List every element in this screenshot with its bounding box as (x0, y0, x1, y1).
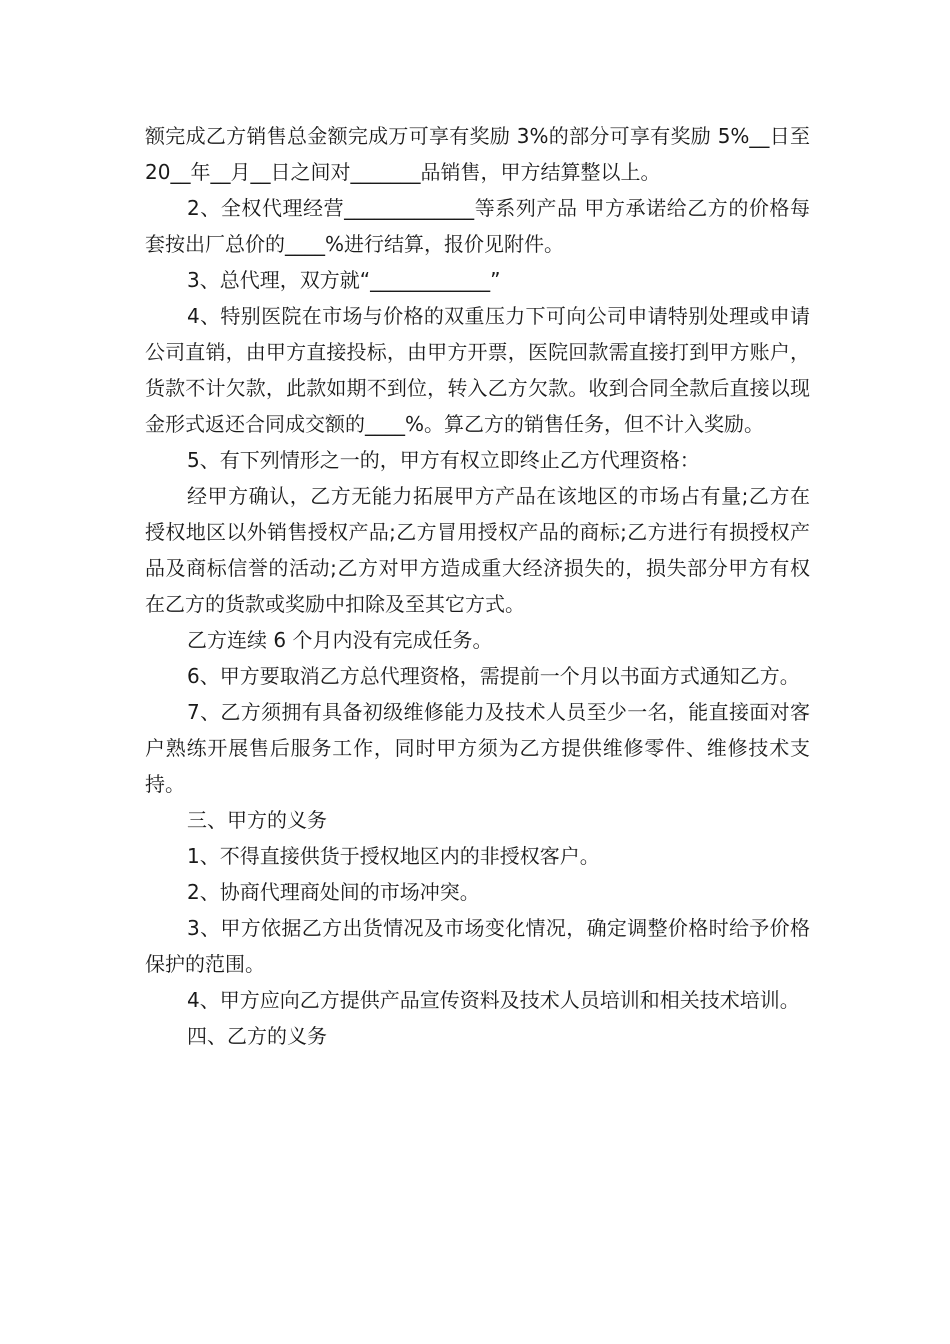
paragraph-clause-7: 7、乙方须拥有具备初级维修能力及技术人员至少一名，能直接面对客户熟练开展售后服务工作，同时甲方须为乙方提供维修零件、维修技术支持。 (145, 700, 810, 796)
paragraph-sales-reward: 额完成乙方销售总金额完成万可享有奖励 3%的部分可享有奖励 5%__日至 20__年__月__日之间对_______品销售，甲方结算整以上。 (145, 124, 810, 184)
paragraph-termination-conditions: 经甲方确认，乙方无能力拓展甲方产品在该地区的市场占有量;乙方在授权地区以外销售授权产品;乙方冒用授权产品的商标;乙方进行有损授权产品及商标信誉的活动;乙方对甲方造成重大经济损失的，损失部分甲方有权在乙方的货款或奖励中扣除及至其它方式。 (145, 484, 810, 616)
paragraph-six-months: 乙方连续 6 个月内没有完成任务。 (187, 628, 493, 652)
paragraph-clause-6: 6、甲方要取消乙方总代理资格，需提前一个月以书面方式通知乙方。 (187, 664, 800, 688)
paragraph-clause-2: 2、全权代理经营_____________等系列产品 甲方承诺给乙方的价格每套按出厂总价的____%进行结算，报价见附件。 (145, 196, 810, 256)
section-heading-party-a-obligations: 三、甲方的义务 (187, 808, 327, 832)
paragraph-clause-3: 3、总代理，双方就“____________” (187, 268, 501, 292)
paragraph-a-obligation-3: 3、甲方依据乙方出货情况及市场变化情况，确定调整价格时给予价格保护的范围。 (145, 916, 810, 976)
paragraph-a-obligation-2: 2、协商代理商处间的市场冲突。 (187, 880, 480, 904)
section-heading-party-b-obligations: 四、乙方的义务 (187, 1024, 327, 1048)
paragraph-a-obligation-1: 1、不得直接供货于授权地区内的非授权客户。 (187, 844, 600, 868)
paragraph-a-obligation-4: 4、甲方应向乙方提供产品宣传资料及技术人员培训和相关技术培训。 (187, 988, 800, 1012)
paragraph-clause-4: 4、特别医院在市场与价格的双重压力下可向公司申请特别处理或申请公司直销，由甲方直接投标，由甲方开票，医院回款需直接打到甲方账户，货款不计欠款，此款如期不到位，转入乙方欠款。收到合同全款后直接以现金形式返还合同成交额的____%。算乙方的销售任务，但不计入奖励。 (145, 304, 810, 436)
paragraph-clause-5: 5、有下列情形之一的，甲方有权立即终止乙方代理资格： (187, 448, 700, 472)
document-page (145, 118, 810, 1054)
